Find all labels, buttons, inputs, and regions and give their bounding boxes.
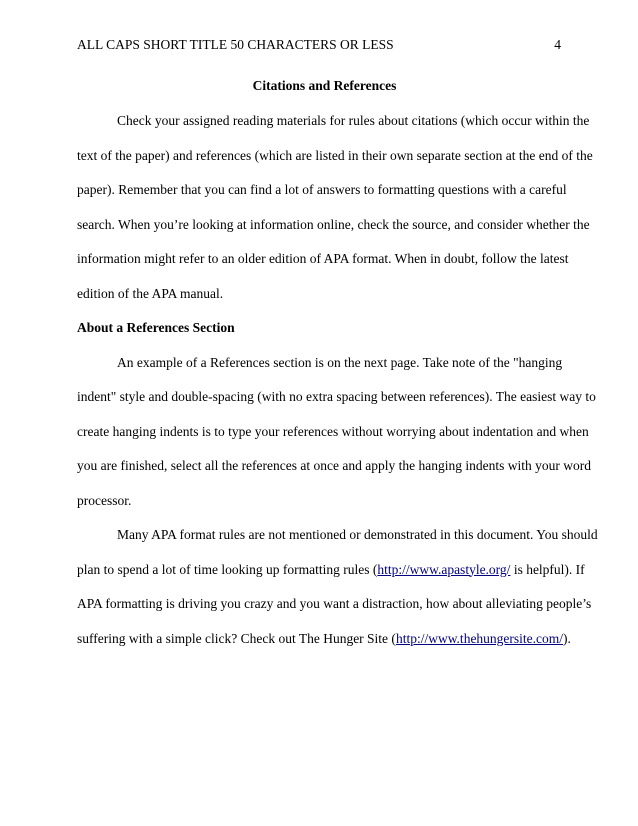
paragraph-line: create hanging indents is to type your references without worrying about indentation and when [77,423,589,439]
running-head: ALL CAPS SHORT TITLE 50 CHARACTERS OR LESS [77,37,394,52]
paragraph-line: you are finished, select all the references at once and apply the hanging indents with your word [77,458,591,473]
text-run: plan to spend a lot of time looking up formatting rules ( [77,561,378,577]
text-run: ). [563,630,571,646]
paragraph-line: APA formatting is driving you crazy and you want a distraction, how about alleviating people’s [77,596,592,611]
hungersite-link[interactable]: http://www.thehungersite.com/ [395,630,564,646]
paragraph-line: paper). Remember that you can find a lot of answers to formatting questions with a careful [77,182,567,197]
paragraph-line: Many APA format rules are not mentioned or demonstrated in this document. You should [117,527,598,542]
apastyle-link[interactable]: http://www.apastyle.org/ [377,561,511,577]
paragraph-line: information might refer to an older edition of APA format. When in doubt, follow the latest [77,251,569,266]
paragraph-line: search. When you’re looking at information online, check the source, and consider whether the [77,216,590,232]
paragraph-line [77,553,585,588]
page-header [77,36,561,54]
paragraph-line: An example of a References section is on the next page. Take note of the "hanging [117,354,563,370]
page-number: 4 [554,37,561,52]
paragraph-line: text of the paper) and references (which are listed in their own separate section at the end of the [77,147,593,163]
text-run: is helpful). If [510,561,585,577]
text-run: suffering with a simple click? Check out The Hunger Site ( [77,630,396,646]
section-title: Citations and References [252,78,397,93]
paragraph-line: indent" style and double-spacing (with no extra spacing between references). The easiest way to [77,389,596,404]
paragraph-line: processor. [77,492,132,508]
body-content [77,68,598,656]
paragraph-line: edition of the APA manual. [77,285,224,301]
paragraph-citations [77,104,593,311]
paragraph-apa-rules [77,518,598,656]
section-heading: About a References Section [77,320,235,335]
paragraph-line: Check your assigned reading materials for rules about citations (which occur within the [117,113,590,128]
paragraph-line [77,622,572,657]
paragraph-references-example [77,346,596,519]
